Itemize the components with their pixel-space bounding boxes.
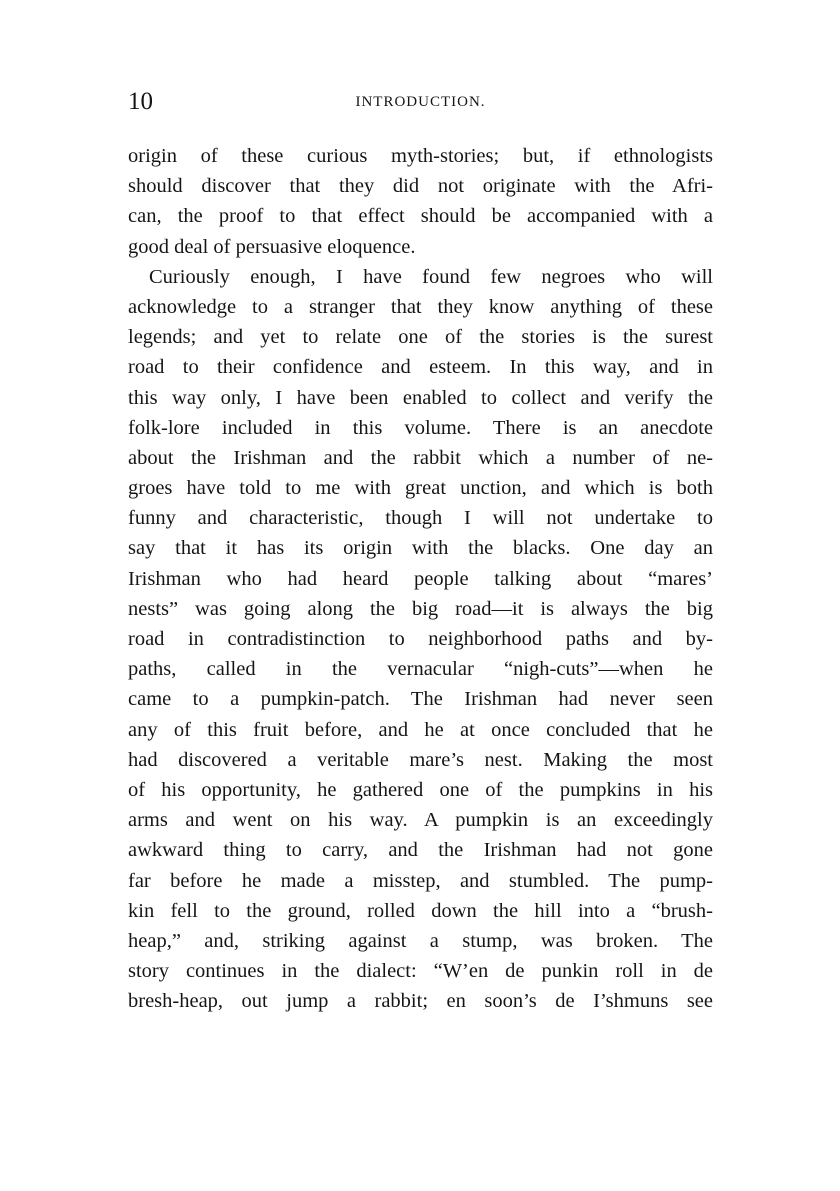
text-line: legends; and yet to relate one of the stories is the surest [128, 326, 713, 349]
text-line: road to their confidence and esteem. In this way, and in [128, 356, 713, 379]
text-line: funny and characteristic, though I will not undertake to [128, 507, 713, 530]
text-line: this way only, I have been enabled to collect and verify the [128, 386, 713, 409]
text-line: road in contradistinction to neighborhood paths and by- [128, 628, 713, 650]
running-head: INTRODUCTION. [355, 94, 486, 110]
page-number: 10 [128, 88, 153, 115]
text-line: story continues in the dialect: “W’en de punkin roll in de [128, 960, 713, 983]
text-line: Irishman who had heard people talking about “mares’ [128, 567, 713, 590]
text-line: about the Irishman and the rabbit which a number of ne- [128, 446, 713, 469]
text-line: can, the proof to that effect should be accompanied with a [128, 205, 713, 228]
text-line: kin fell to the ground, rolled down the hill into a “brush- [128, 899, 713, 922]
text-line: of his opportunity, he gathered one of the pumpkins in his [128, 778, 713, 801]
text-line: say that it has its origin with the blacks. One day an [128, 537, 713, 560]
text-line: good deal of persuasive eloquence. [128, 235, 416, 258]
body-text [128, 141, 713, 1016]
text-line: should discover that they did not originate with the Afri- [128, 175, 713, 198]
text-line: heap,” and, striking against a stump, was broken. The [128, 929, 713, 952]
text-line: paths, called in the vernacular “nigh-cuts”—when he [128, 658, 713, 681]
text-line: far before he made a misstep, and stumbled. The pump- [128, 869, 713, 892]
text-line: folk-lore included in this volume. There is an anecdote [128, 416, 713, 439]
text-line: had discovered a veritable mare’s nest. Making the most [128, 748, 713, 771]
page-header [128, 85, 713, 119]
text-line: bresh-heap, out jump a rabbit; en soon’s de I’shmuns see [128, 990, 713, 1013]
text-line: any of this fruit before, and he at once concluded that he [128, 718, 713, 741]
text-line: origin of these curious myth-stories; but, if ethnologists [128, 145, 713, 167]
text-line: nests” was going along the big road—it is always the big [128, 597, 713, 620]
text-line: acknowledge to a stranger that they know anything of these [128, 295, 713, 318]
text-line: arms and went on his way. A pumpkin is an exceedingly [128, 809, 713, 832]
text-line: groes have told to me with great unction, and which is both [128, 477, 713, 500]
text-line: Curiously enough, I have found few negroes who will [149, 265, 713, 288]
text-line: awkward thing to carry, and the Irishman had not gone [128, 839, 713, 862]
text-line: came to a pumpkin-patch. The Irishman had never seen [128, 688, 713, 711]
